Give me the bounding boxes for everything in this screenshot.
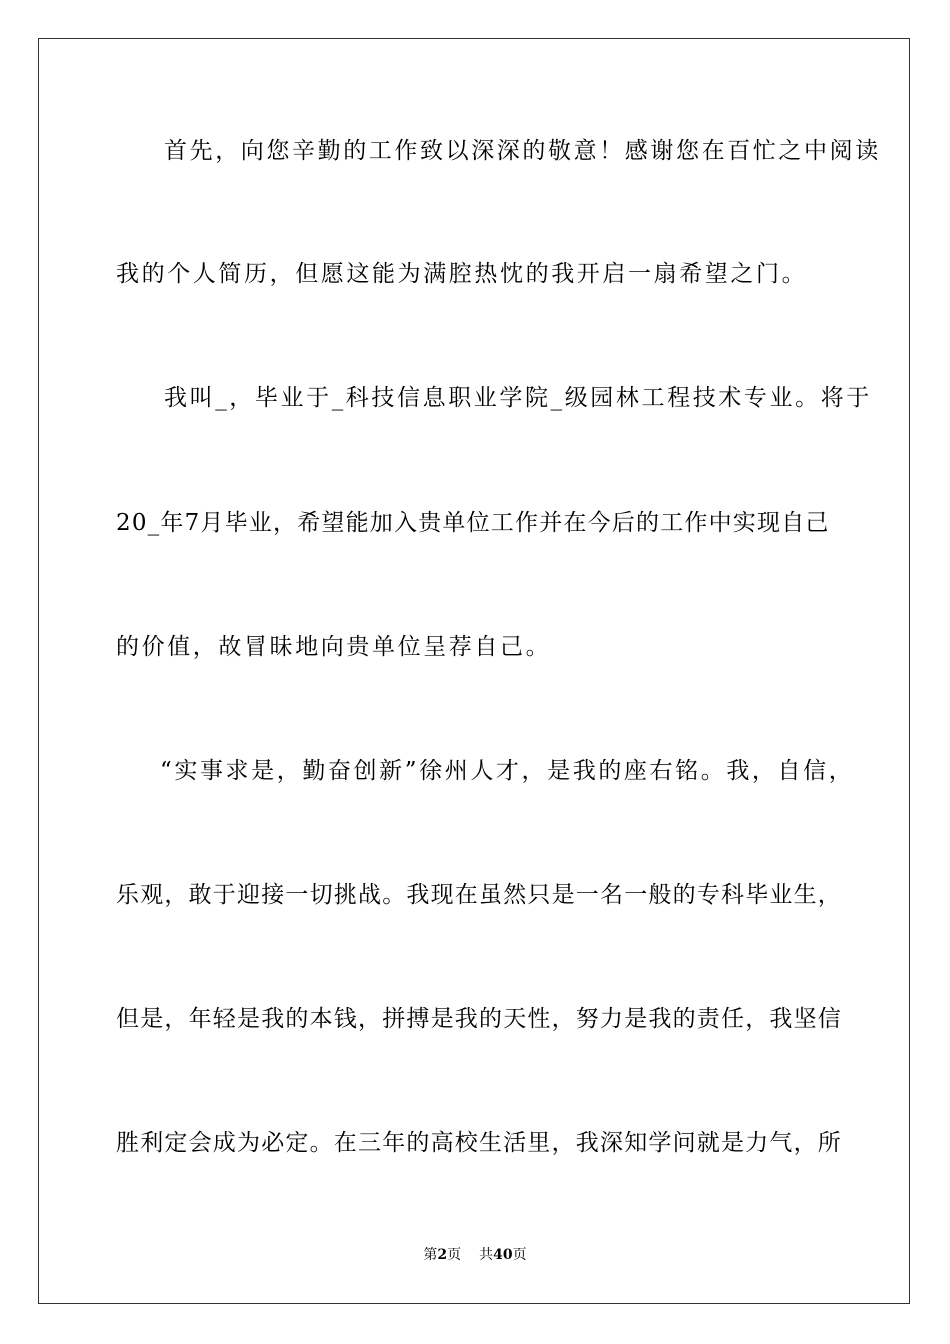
paragraph-line: 20_年7月毕业，希望能加入贵单位工作并在今后的工作中实现自己 (116, 510, 830, 536)
total-label-suffix: 页 (512, 1247, 527, 1263)
total-pages: 40 (493, 1247, 513, 1263)
paragraph-line: 我的个人简历，但愿这能为满腔热忱的我开启一扇希望之门。 (116, 261, 808, 287)
page-footer (0, 1246, 950, 1264)
paragraph-line: 首先，向您辛勤的工作致以深深的敬意！感谢您在百忙之中阅读 (164, 138, 881, 164)
paragraph-line: 乐观，敢于迎接一切挑战。我现在虽然只是一名一般的专科毕业生， (116, 882, 842, 908)
total-label-prefix: 共 (479, 1247, 494, 1263)
page-label-suffix: 页 (447, 1247, 462, 1263)
paragraph-line: 我叫_，毕业于_科技信息职业学院_级园林工程技术专业。将于 (164, 385, 872, 411)
page-number: 2 (437, 1247, 448, 1263)
page-border (38, 38, 910, 1304)
paragraph-line: 但是，年轻是我的本钱，拼搏是我的天性，努力是我的责任，我坚信 (116, 1006, 842, 1032)
paragraph-line: “实事求是，勤奋创新”徐州人才，是我的座右铭。我，自信， (160, 758, 855, 784)
paragraph-line: 胜利定会成为必定。在三年的高校生活里，我深知学问就是力气，所 (116, 1130, 842, 1156)
paragraph-line: 的价值，故冒昧地向贵单位呈荐自己。 (116, 634, 552, 660)
page-label-prefix: 第 (423, 1247, 438, 1263)
